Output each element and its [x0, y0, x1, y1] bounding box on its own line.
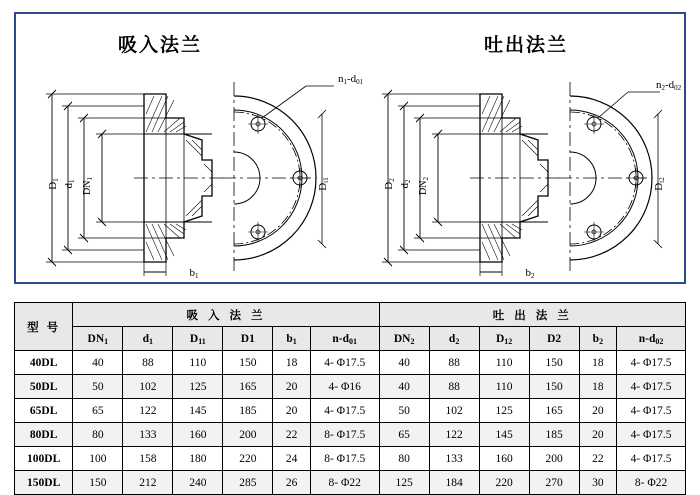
cell-D1: 185 — [223, 399, 273, 423]
cell-d1: 158 — [123, 447, 173, 471]
cell-D11: 180 — [173, 447, 223, 471]
header-col-D12: $D_{12}$ — [479, 327, 529, 351]
cell-b1: 20 — [273, 399, 311, 423]
header-col-DN1: $DN_1$ — [73, 327, 123, 351]
label-d2: d2 — [399, 179, 412, 189]
table-group-header-row — [15, 303, 686, 327]
cell-D11: 240 — [173, 471, 223, 495]
cell-n-d01: 8- Φ22 — [310, 471, 379, 495]
cell-b2: 22 — [579, 447, 617, 471]
header-col-DN2: $DN_2$ — [379, 327, 429, 351]
header-col-b2: $b_2$ — [579, 327, 617, 351]
label-D1-outer: D1 — [47, 178, 60, 190]
cell-n-d02: 4- Φ17.5 — [617, 447, 686, 471]
cell-d1: 122 — [123, 399, 173, 423]
cell-model: 50DL — [15, 375, 73, 399]
suction-flange-title: 吸入法兰 — [118, 34, 203, 56]
label-b2: b2 — [525, 267, 535, 280]
table-row — [15, 375, 686, 399]
label-n1-d01: n1-d01 — [338, 73, 364, 86]
cell-model: 150DL — [15, 471, 73, 495]
table-column-header-row — [15, 327, 686, 351]
cell-n-d01: 4- Φ16 — [310, 375, 379, 399]
cell-n-d01: 8- Φ17.5 — [310, 447, 379, 471]
cell-D1: 150 — [223, 351, 273, 375]
cell-n-d02: 4- Φ17.5 — [617, 375, 686, 399]
flange-technical-drawing — [16, 14, 684, 282]
table-body — [15, 351, 686, 495]
cell-d1: 212 — [123, 471, 173, 495]
discharge-flange-title: 吐出法兰 — [484, 34, 569, 56]
label-DN2: $DN_2$ — [418, 177, 430, 195]
cell-D12: 110 — [479, 375, 529, 399]
header-discharge-group: 吐 出 法 兰 — [379, 303, 685, 327]
cell-n-d01: 4- Φ17.5 — [310, 399, 379, 423]
cell-D2: 270 — [529, 471, 579, 495]
cell-DN2: 80 — [379, 447, 429, 471]
cell-n-d02: 8- Φ22 — [617, 471, 686, 495]
cell-n-d01: 4- Φ17.5 — [310, 351, 379, 375]
header-col-D1: D1 — [223, 327, 273, 351]
cell-D11: 160 — [173, 423, 223, 447]
cell-DN2: 65 — [379, 423, 429, 447]
table-row — [15, 399, 686, 423]
label-Dt2: Dt2 — [653, 177, 666, 191]
cell-d1: 102 — [123, 375, 173, 399]
header-model: 型 号 — [15, 303, 73, 351]
cell-d2: 122 — [429, 423, 479, 447]
label-b1: b1 — [189, 267, 199, 280]
cell-b2: 30 — [579, 471, 617, 495]
cell-d2: 184 — [429, 471, 479, 495]
cell-d1: 88 — [123, 351, 173, 375]
cell-model: 80DL — [15, 423, 73, 447]
cell-b2: 20 — [579, 423, 617, 447]
cell-DN1: 40 — [73, 351, 123, 375]
label-n2-d02: n2-d02 — [656, 79, 682, 92]
cell-b1: 18 — [273, 351, 311, 375]
cell-D1: 285 — [223, 471, 273, 495]
cell-DN1: 80 — [73, 423, 123, 447]
cell-DN2: 50 — [379, 399, 429, 423]
table-row — [15, 471, 686, 495]
cell-DN1: 65 — [73, 399, 123, 423]
cell-d2: 88 — [429, 375, 479, 399]
label-DN1: $DN_1$ — [82, 177, 94, 195]
header-col-d1: $d_1$ — [123, 327, 173, 351]
cell-n-d02: 4- Φ17.5 — [617, 351, 686, 375]
cell-model: 40DL — [15, 351, 73, 375]
cell-model: 65DL — [15, 399, 73, 423]
cell-DN1: 50 — [73, 375, 123, 399]
cell-D12: 145 — [479, 423, 529, 447]
cell-D2: 185 — [529, 423, 579, 447]
cell-D11: 145 — [173, 399, 223, 423]
cell-b2: 20 — [579, 399, 617, 423]
cell-DN2: 125 — [379, 471, 429, 495]
header-col-D2: D2 — [529, 327, 579, 351]
cell-b1: 24 — [273, 447, 311, 471]
cell-D1: 165 — [223, 375, 273, 399]
table-row — [15, 423, 686, 447]
cell-D12: 110 — [479, 351, 529, 375]
cell-D2: 150 — [529, 375, 579, 399]
cell-D1: 220 — [223, 447, 273, 471]
cell-DN1: 100 — [73, 447, 123, 471]
cell-d2: 102 — [429, 399, 479, 423]
cell-D11: 125 — [173, 375, 223, 399]
table-row — [15, 447, 686, 471]
cell-DN2: 40 — [379, 375, 429, 399]
cell-b2: 18 — [579, 375, 617, 399]
header-suction-group: 吸 入 法 兰 — [73, 303, 379, 327]
cell-D12: 160 — [479, 447, 529, 471]
cell-D2: 165 — [529, 399, 579, 423]
cell-d2: 88 — [429, 351, 479, 375]
cell-model: 100DL — [15, 447, 73, 471]
header-col-d2: $d_2$ — [429, 327, 479, 351]
cell-b1: 22 — [273, 423, 311, 447]
cell-DN1: 150 — [73, 471, 123, 495]
cell-b2: 18 — [579, 351, 617, 375]
label-d1: d1 — [63, 179, 76, 189]
cell-d2: 133 — [429, 447, 479, 471]
cell-n-d02: 4- Φ17.5 — [617, 399, 686, 423]
header-col-D11: $D_{11}$ — [173, 327, 223, 351]
cell-d1: 133 — [123, 423, 173, 447]
cell-n-d02: 4- Φ17.5 — [617, 423, 686, 447]
cell-D2: 150 — [529, 351, 579, 375]
header-col-n-d01: $n-d_{01}$ — [310, 327, 379, 351]
cell-n-d01: 8- Φ17.5 — [310, 423, 379, 447]
cell-D12: 220 — [479, 471, 529, 495]
cell-b1: 26 — [273, 471, 311, 495]
cell-D2: 200 — [529, 447, 579, 471]
label-D2-outer: D2 — [383, 178, 396, 190]
cell-D11: 110 — [173, 351, 223, 375]
flange-spec-table — [14, 302, 686, 495]
label-Dt1: Dt1 — [317, 177, 330, 191]
header-col-n-d02: $n-d_{02}$ — [617, 327, 686, 351]
cell-D12: 125 — [479, 399, 529, 423]
cell-D1: 200 — [223, 423, 273, 447]
header-col-b1: $b_1$ — [273, 327, 311, 351]
cell-b1: 20 — [273, 375, 311, 399]
cell-DN2: 40 — [379, 351, 429, 375]
table-row — [15, 351, 686, 375]
flange-drawing-panel — [14, 12, 686, 284]
